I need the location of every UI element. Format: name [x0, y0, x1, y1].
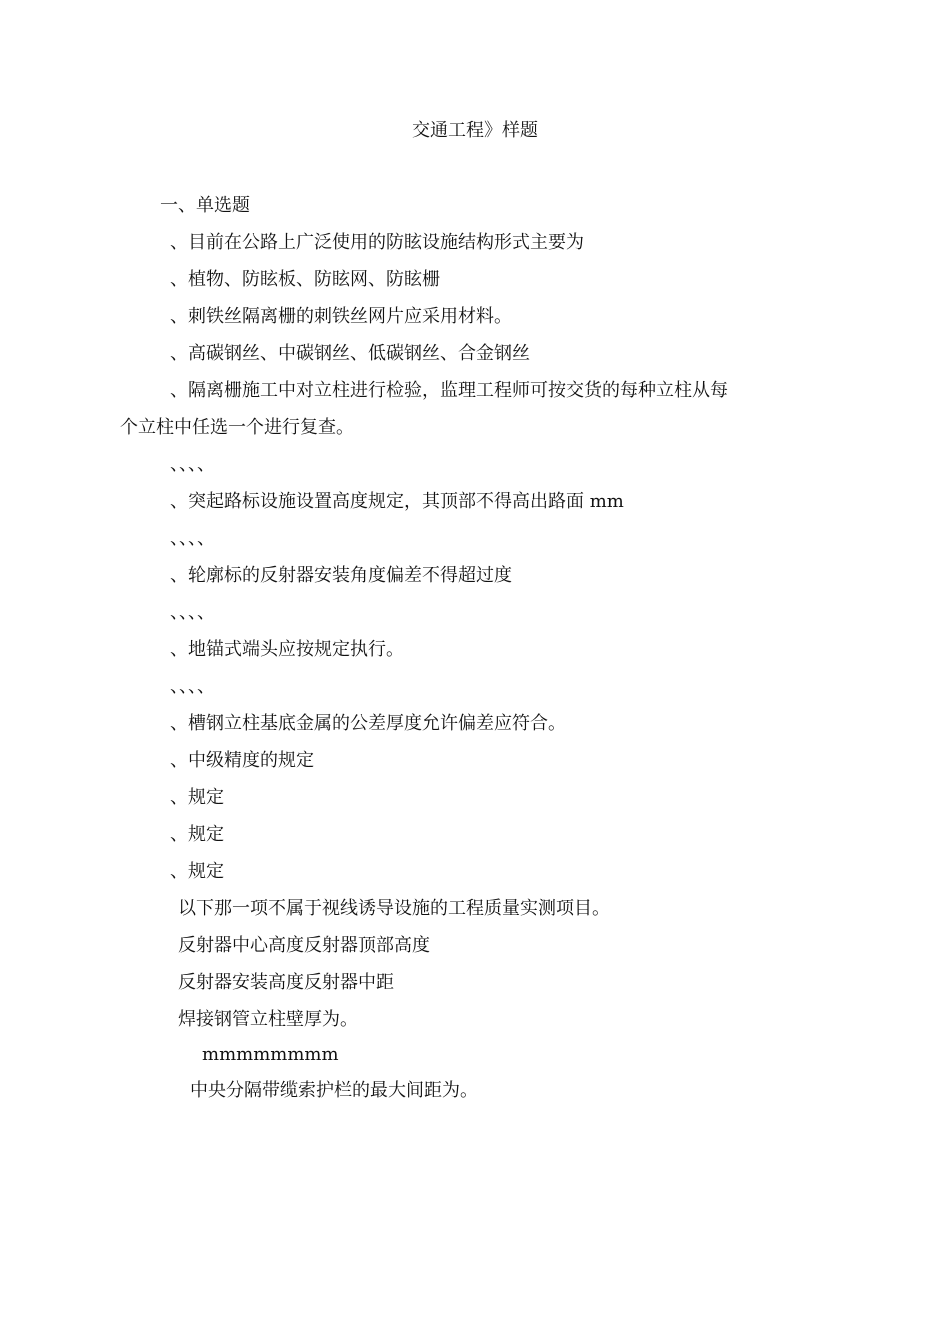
answer-line: 、、、、 [170, 528, 215, 549]
answer-line: 、、、、 [170, 602, 215, 623]
question-line: 、刺铁丝隔离栅的刺铁丝网片应采用材料。 [170, 306, 512, 327]
option-line: mmmmmmmm [202, 1044, 339, 1065]
option-line: 、中级精度的规定 [170, 750, 314, 771]
question-line: 、轮廓标的反射器安装角度偏差不得超过度 [170, 565, 512, 586]
option-line: 、规定 [170, 787, 224, 808]
answer-line: 、、、、 [170, 454, 215, 475]
question-line: 、隔离栅施工中对立柱进行检验，监理工程师可按交货的每种立柱从每 [170, 380, 728, 401]
question-line: 、槽钢立柱基底金属的公差厚度允许偏差应符合。 [170, 713, 566, 734]
document-title: 交通工程》样题 [412, 120, 538, 141]
answer-line: 、高碳钢丝、中碳钢丝、低碳钢丝、合金钢丝 [170, 343, 530, 364]
question-line: 、目前在公路上广泛使用的防眩设施结构形式主要为 [170, 232, 584, 253]
option-line: 反射器安装高度反射器中距 [178, 972, 394, 993]
question-line: 、地锚式端头应按规定执行。 [170, 639, 404, 660]
question-line: 、突起路标设施设置高度规定，其顶部不得高出路面 mm [170, 491, 624, 512]
question-line: 以下那一项不属于视线诱导设施的工程质量实测项目。 [178, 898, 610, 919]
section-heading: 一、单选题 [160, 195, 250, 216]
answer-line: 、、、、 [170, 676, 215, 697]
option-line: 反射器中心高度反射器顶部高度 [178, 935, 430, 956]
answer-line: 、植物、防眩板、防眩网、防眩栅 [170, 269, 440, 290]
option-line: 、规定 [170, 824, 224, 845]
option-line: 、规定 [170, 861, 224, 882]
question-line: 焊接钢管立柱壁厚为。 [178, 1009, 358, 1030]
question-line: 中央分隔带缆索护栏的最大间距为。 [190, 1080, 478, 1101]
question-line-continued: 个立柱中任选一个进行复查。 [120, 417, 354, 438]
